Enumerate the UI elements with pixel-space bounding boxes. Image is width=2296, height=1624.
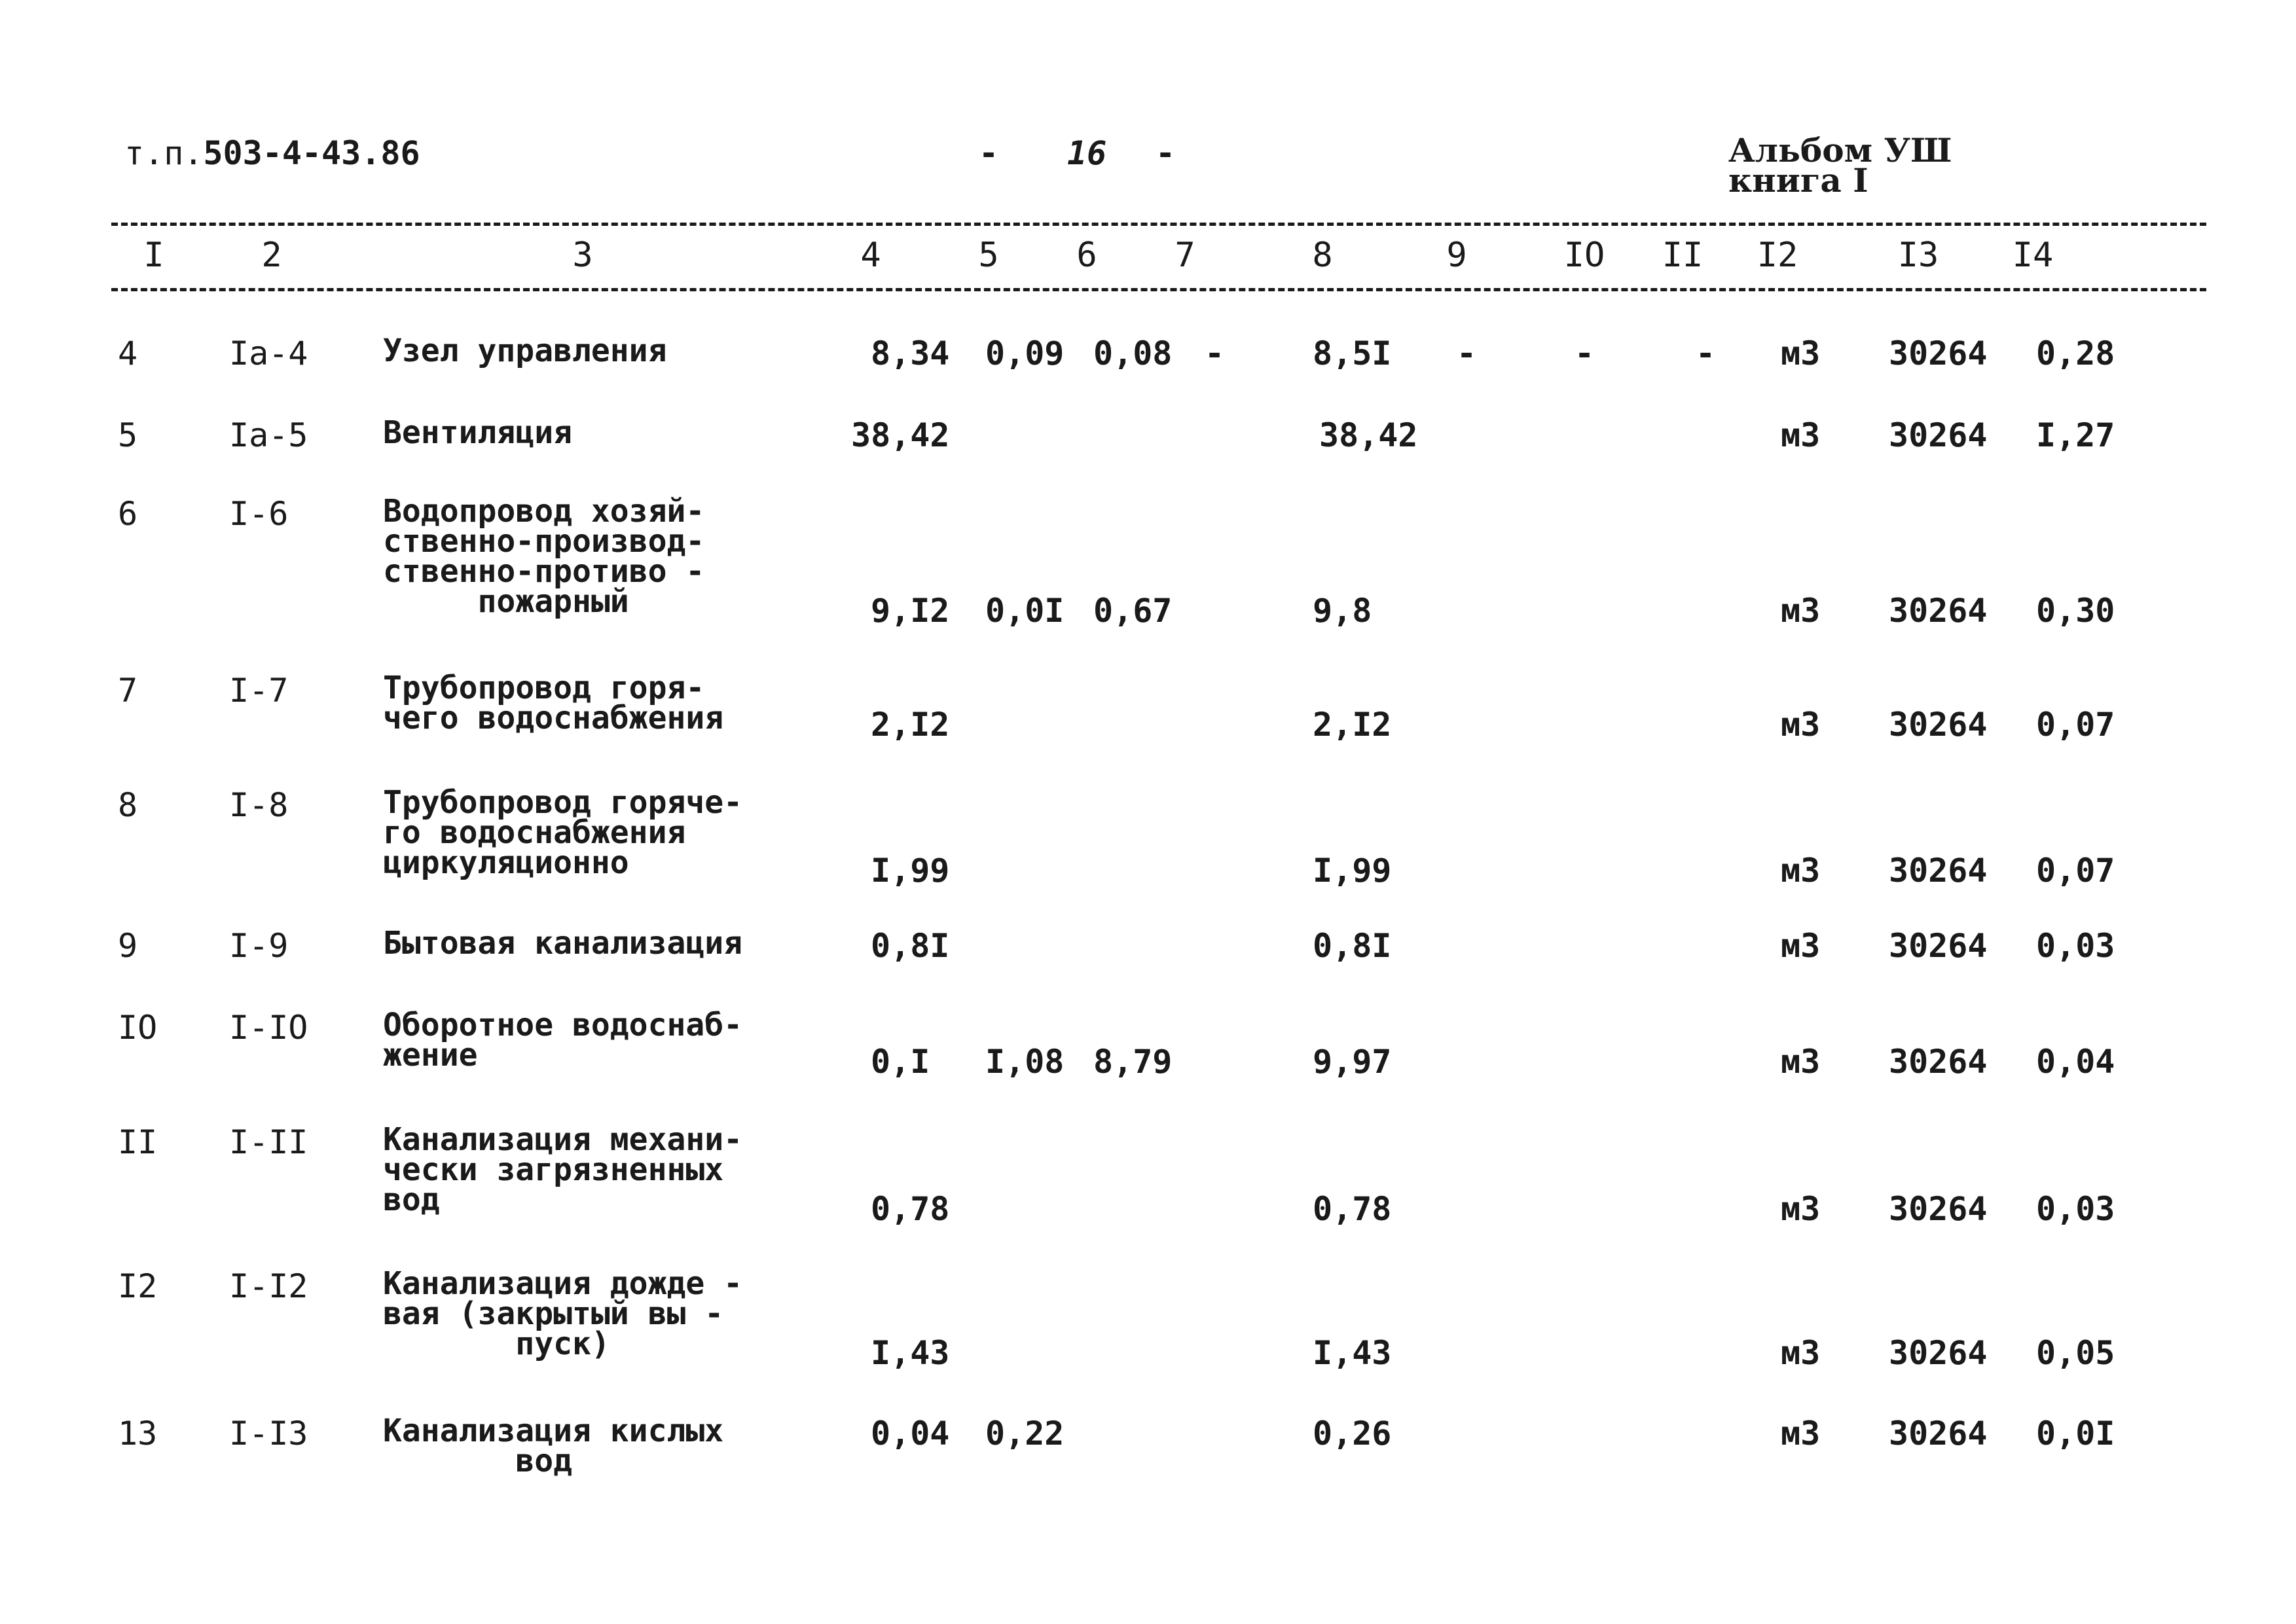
page-dash-left: -: [979, 134, 999, 172]
cell-col-8: I,43: [1313, 1334, 1392, 1372]
item-name: Канализация кислых вод: [383, 1413, 724, 1479]
code-cell: 30264: [1889, 927, 1988, 965]
cell-col-4: 0,I: [871, 1043, 930, 1081]
position-code: I-II: [229, 1123, 308, 1161]
item-name: Трубопровод горяче- го водоснабжения циркуляционно: [383, 784, 743, 881]
position-code: I-7: [229, 672, 289, 710]
column-header-3: 3: [572, 236, 593, 275]
cell-col-6: 0,67: [1093, 592, 1173, 630]
unit-cell: м3: [1781, 1415, 1821, 1453]
cell-col-4: 0,04: [871, 1415, 950, 1453]
cell-col-4: I,99: [871, 852, 950, 890]
unit-cell: м3: [1781, 927, 1821, 965]
position-code: I-I3: [229, 1415, 308, 1453]
cell-col-6: 8,79: [1093, 1043, 1173, 1081]
cell-col-8: 0,8I: [1313, 927, 1392, 965]
position-code: I-6: [229, 495, 289, 533]
code-cell: 30264: [1889, 852, 1988, 890]
cell-col-5: 0,22: [985, 1415, 1065, 1453]
position-code: I-IO: [229, 1009, 308, 1047]
unit-cell: м3: [1781, 1334, 1821, 1372]
code-cell: 30264: [1889, 1415, 1988, 1453]
cell-col-14: 0,07: [2036, 706, 2115, 744]
album-line-1: Альбом УШ: [1728, 131, 1952, 170]
cell-col-7: -: [1205, 334, 1225, 372]
page-number: 16: [1067, 134, 1107, 172]
code-cell: 30264: [1889, 1190, 1988, 1228]
cell-col-8: 2,I2: [1313, 706, 1392, 744]
cell-col-14: 0,05: [2036, 1334, 2115, 1372]
unit-cell: м3: [1781, 592, 1821, 630]
cell-col-14: 0,03: [2036, 1190, 2115, 1228]
column-header-9: 9: [1446, 236, 1467, 275]
column-header-7: 7: [1175, 236, 1195, 275]
item-name: Канализация дожде - вая (закрытый вы - пуск): [383, 1265, 743, 1362]
page-dash-right: -: [1156, 134, 1176, 172]
cell-col-8: 0,26: [1313, 1415, 1392, 1453]
cell-col-4: 8,34: [871, 334, 950, 372]
cell-col-8: 9,8: [1313, 592, 1372, 630]
unit-cell: м3: [1781, 1043, 1821, 1081]
cell-col-14: I,27: [2036, 416, 2115, 454]
column-header-10: IO: [1563, 236, 1605, 275]
row-number: 8: [118, 786, 138, 824]
header-prefix: т.п.: [124, 134, 204, 172]
cell-col-4: 38,42: [851, 416, 950, 454]
column-header-2: 2: [261, 236, 282, 275]
code-cell: 30264: [1889, 706, 1988, 744]
header-top-rule: [111, 223, 2206, 226]
cell-col-14: 0,30: [2036, 592, 2115, 630]
row-number: 7: [118, 672, 138, 710]
row-number: 13: [118, 1415, 158, 1453]
cell-col-8: I,99: [1313, 852, 1392, 890]
cell-col-6: 0,08: [1093, 334, 1173, 372]
position-code: I-I2: [229, 1267, 308, 1305]
cell-col-8: 0,78: [1313, 1190, 1392, 1228]
cell-col-14: 0,0I: [2036, 1415, 2115, 1453]
code-cell: 30264: [1889, 334, 1988, 372]
cell-col-8: 8,5I: [1313, 334, 1392, 372]
position-code: Iа-5: [229, 416, 308, 454]
item-name: Бытовая канализация: [383, 925, 743, 962]
column-header-11: II: [1662, 236, 1704, 275]
column-header-6: 6: [1076, 236, 1097, 275]
row-number: 5: [118, 416, 138, 454]
cell-col-9: -: [1457, 334, 1477, 372]
cell-col-14: 0,28: [2036, 334, 2115, 372]
cell-col-4: 2,I2: [871, 706, 950, 744]
column-header-13: I3: [1897, 236, 1939, 275]
item-name: Узел управления: [383, 333, 667, 369]
column-header-12: I2: [1757, 236, 1798, 275]
cell-col-8: 38,42: [1319, 416, 1418, 454]
header-bottom-rule: [111, 288, 2206, 291]
item-name: Канализация механи- чески загрязненных вод: [383, 1121, 743, 1218]
unit-cell: м3: [1781, 852, 1821, 890]
cell-col-4: 9,I2: [871, 592, 950, 630]
cell-col-5: 0,09: [985, 334, 1065, 372]
unit-cell: м3: [1781, 416, 1821, 454]
cell-col-5: 0,0I: [985, 592, 1065, 630]
cell-col-14: 0,03: [2036, 927, 2115, 965]
column-header-5: 5: [978, 236, 999, 275]
code-cell: 30264: [1889, 416, 1988, 454]
unit-cell: м3: [1781, 706, 1821, 744]
code-cell: 30264: [1889, 1334, 1988, 1372]
item-name: Трубопровод горя- чего водоснабжения: [383, 670, 724, 736]
position-code: Iа-4: [229, 334, 308, 372]
column-header-4: 4: [860, 236, 881, 275]
position-code: I-8: [229, 786, 289, 824]
cell-col-4: I,43: [871, 1334, 950, 1372]
cell-col-11: -: [1696, 334, 1716, 372]
row-number: 9: [118, 927, 138, 965]
row-number: 4: [118, 334, 138, 372]
code-cell: 30264: [1889, 592, 1988, 630]
code-cell: 30264: [1889, 1043, 1988, 1081]
item-name: Вентиляция: [383, 414, 572, 451]
album-line-2: книга I: [1728, 161, 1868, 200]
row-number: II: [118, 1123, 158, 1161]
header-code: [124, 134, 420, 172]
cell-col-14: 0,04: [2036, 1043, 2115, 1081]
cell-col-4: 0,8I: [871, 927, 950, 965]
column-header-1: I: [143, 236, 164, 275]
unit-cell: м3: [1781, 334, 1821, 372]
item-name: Оборотное водоснаб- жение: [383, 1007, 743, 1074]
row-number: I2: [118, 1267, 158, 1305]
unit-cell: м3: [1781, 1190, 1821, 1228]
project-code: 503-4-43.86: [203, 134, 420, 172]
row-number: 6: [118, 495, 138, 533]
row-number: IO: [118, 1009, 158, 1047]
cell-col-4: 0,78: [871, 1190, 950, 1228]
column-header-8: 8: [1312, 236, 1333, 275]
item-name: Водопровод хозяй- ственно-производ- ственно-противо - пожарный: [383, 493, 705, 620]
cell-col-14: 0,07: [2036, 852, 2115, 890]
cell-col-8: 9,97: [1313, 1043, 1392, 1081]
cell-col-10: -: [1575, 334, 1595, 372]
album-label: [1728, 131, 1952, 200]
column-header-14: I4: [2012, 236, 2054, 275]
cell-col-5: I,08: [985, 1043, 1065, 1081]
position-code: I-9: [229, 927, 289, 965]
